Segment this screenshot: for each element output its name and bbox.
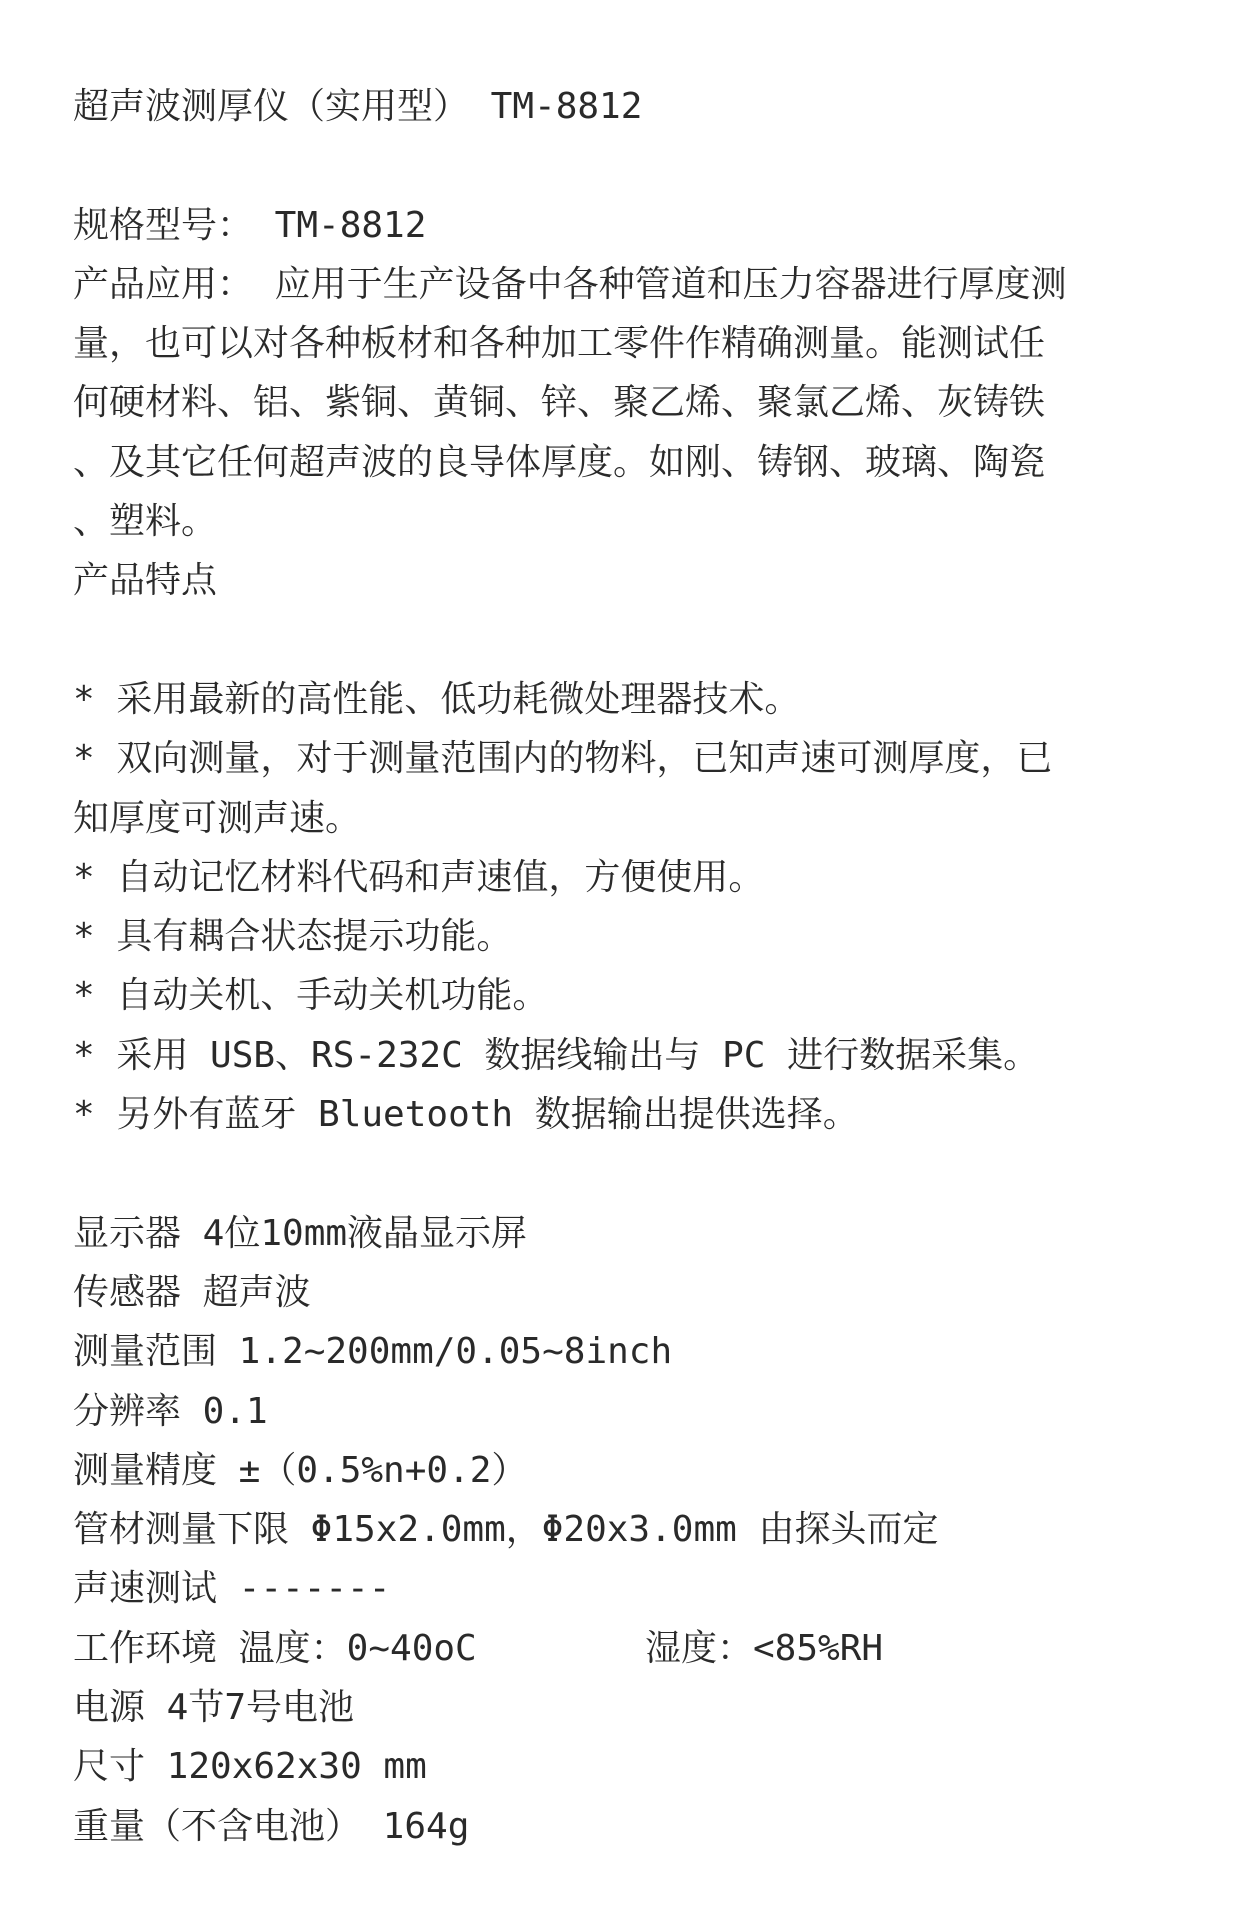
application-line: 量，也可以对各种板材和各种加工零件作精确测量。能测试任 [73, 323, 1046, 365]
spec-row: 测量范围 1.2~200mm/0.05~8inch [73, 1331, 673, 1373]
feature-item: * 自动记忆材料代码和声速值，方便使用。 [73, 856, 765, 898]
spec-row: 重量（不含电池） 164g [73, 1805, 470, 1847]
spec-row-environment [73, 1619, 1183, 1678]
spacer [73, 611, 1183, 670]
model-line: 规格型号： TM-8812 [73, 204, 427, 246]
feature-item: * 另外有蓝牙 Bluetooth 数据输出提供选择。 [73, 1094, 859, 1136]
application-line: 何硬材料、铝、紫铜、黄铜、锌、聚乙烯、聚氯乙烯、灰铸铁 [73, 382, 1046, 424]
product-document [73, 77, 1183, 1856]
spec-row: 管材测量下限 Φ15x2.0mm，Φ20x3.0mm 由探头而定 [73, 1509, 939, 1551]
application-line: 产品应用： 应用于生产设备中各种管道和压力容器进行厚度测 [73, 263, 1067, 305]
spec-row: 电源 4节7号电池 [73, 1687, 355, 1729]
feature-item: * 双向测量，对于测量范围内的物料，已知声速可测厚度，已 [73, 738, 1053, 780]
humidity-spec: 湿度：<85%RH [645, 1627, 884, 1669]
spec-row: 尺寸 120x62x30 mm [73, 1746, 427, 1788]
spec-row: 传感器 超声波 [73, 1271, 311, 1313]
feature-item: * 具有耦合状态提示功能。 [73, 916, 513, 958]
features-heading: 产品特点 [73, 560, 218, 602]
spec-row: 声速测试 ------- [73, 1568, 391, 1610]
spacer [73, 136, 1183, 195]
document-title: 超声波测厚仪（实用型） TM-8812 [73, 86, 643, 127]
feature-item: * 采用 USB、RS-232C 数据线输出与 PC 进行数据采集。 [73, 1034, 1040, 1076]
feature-item: * 采用最新的高性能、低功耗微处理器技术。 [73, 678, 801, 720]
application-line: 、及其它任何超声波的良导体厚度。如刚、铸钢、玻璃、陶瓷 [73, 441, 1046, 483]
spacer [73, 1144, 1183, 1203]
spec-row: 测量精度 ±（0.5%n+0.2） [73, 1449, 528, 1491]
temperature-spec: 工作环境 温度：0~40oC [73, 1627, 477, 1669]
spec-row: 分辨率 0.1 [73, 1390, 268, 1432]
feature-item: * 自动关机、手动关机功能。 [73, 975, 549, 1017]
application-line: 、塑料。 [73, 501, 218, 543]
feature-item: 知厚度可测声速。 [73, 797, 362, 839]
spec-row: 显示器 4位10mm液晶显示屏 [73, 1212, 528, 1254]
